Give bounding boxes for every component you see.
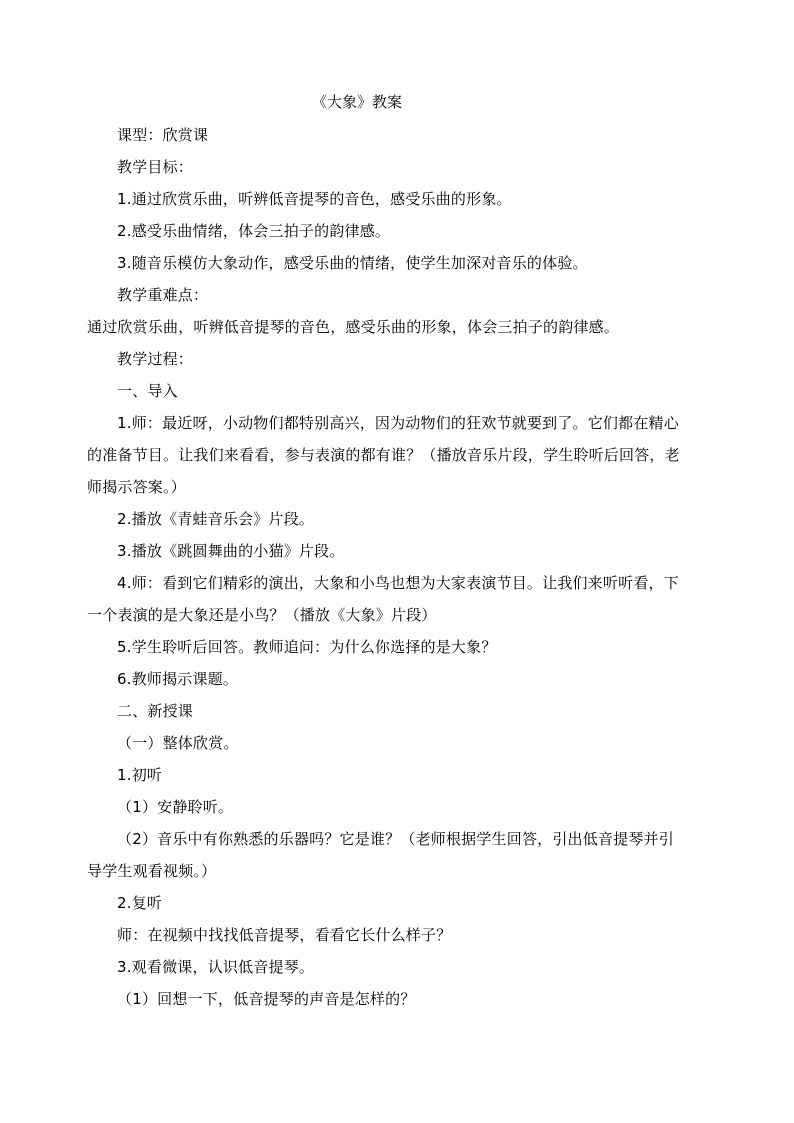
microlesson-item-1: （1）回想一下，低音提琴的声音是怎样的？ — [117, 990, 416, 1008]
second-listen-text: 师：在视频中找找低音提琴，看看它长什么样子？ — [117, 926, 452, 944]
intro-step-4-line-1: 4.师：看到它们精彩的演出，大象和小鸟也想为大家表演节目。让我们来听听看，下 — [117, 574, 679, 592]
document-title: 《大象》教案 — [311, 93, 402, 111]
teaching-goals-heading: 教学目标： — [117, 158, 194, 176]
intro-step-6: 6.教师揭示课题。 — [117, 670, 239, 688]
step-watch-microlesson: 3.观看微课，认识低音提琴。 — [117, 958, 315, 976]
intro-step-3: 3.播放《跳圆舞曲的小猫》片段。 — [117, 542, 345, 560]
goal-3: 3.随音乐模仿大象动作，感受乐曲的情绪，使学生加深对音乐的体验。 — [117, 254, 588, 272]
intro-step-1-line-3: 师揭示答案。） — [87, 478, 186, 496]
step-second-listen: 2.复听 — [117, 894, 163, 912]
section-intro-heading: 一、导入 — [117, 382, 178, 400]
goal-1: 1.通过欣赏乐曲，听辨低音提琴的音色，感受乐曲的形象。 — [117, 190, 512, 208]
intro-step-2: 2.播放《青蛙音乐会》片段。 — [117, 510, 315, 528]
intro-step-1-line-1: 1.师：最近呀，小动物们都特别高兴，因为动物们的狂欢节就要到了。它们都在精心 — [117, 414, 679, 432]
first-listen-item-2-line-1: （2）音乐中有你熟悉的乐器吗？它是谁？（老师根据学生回答，引出低音提琴并引 — [117, 830, 674, 848]
process-heading: 教学过程： — [117, 350, 194, 368]
intro-step-4-line-2: 一个表演的是大象还是小鸟？（播放《大象》片段） — [87, 606, 437, 624]
first-listen-item-2-line-2: 导学生观看视频。） — [87, 862, 217, 880]
section-new-lesson-heading: 二、新授课 — [117, 702, 194, 720]
lesson-type: 课型：欣赏课 — [117, 126, 209, 144]
key-points-text: 通过欣赏乐曲，听辨低音提琴的音色，感受乐曲的形象，体会三拍子的韵律感。 — [87, 318, 620, 336]
intro-step-1-line-2: 的准备节目。让我们来看看，参与表演的都有谁？（播放音乐片段，学生聆听后回答，老 — [87, 446, 680, 464]
key-points-heading: 教学重难点： — [117, 286, 209, 304]
step-first-listen: 1.初听 — [117, 766, 163, 784]
intro-step-5: 5.学生聆听后回答。教师追问：为什么你选择的是大象？ — [117, 638, 497, 656]
goal-2: 2.感受乐曲情绪，体会三拍子的韵律感。 — [117, 222, 391, 240]
subsection-overall-appreciation: （一）整体欣赏。 — [117, 734, 239, 752]
first-listen-item-1: （1）安静聆听。 — [117, 798, 234, 816]
